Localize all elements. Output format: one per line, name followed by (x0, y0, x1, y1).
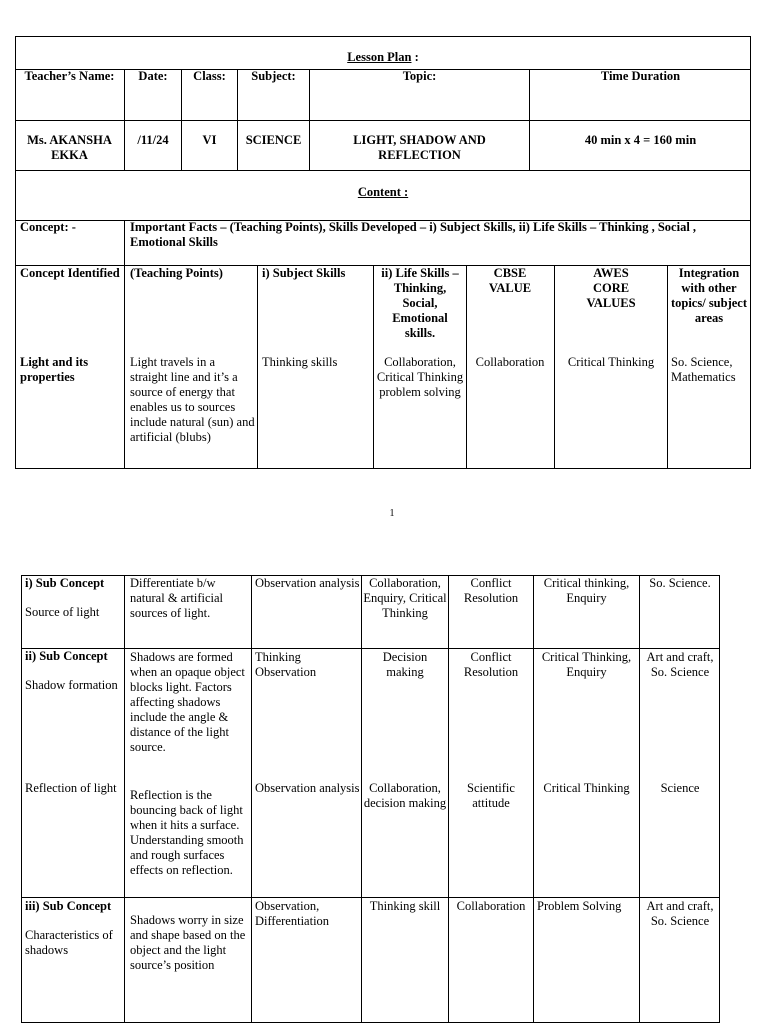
divider (529, 69, 530, 170)
col-awes-core-values: AWES CORE VALUES (586, 266, 636, 310)
sub-concept-heading: iii) Sub Concept (25, 899, 112, 913)
divider (533, 575, 534, 1023)
date-value: /11/24 (137, 133, 169, 147)
integration-cell: Art and craft, So. Science (646, 899, 714, 928)
sub-concept-heading: ii) Sub Concept (25, 649, 108, 663)
integration-cell: Science (660, 781, 700, 795)
title-colon: : (411, 50, 419, 64)
sub-concept-name: Reflection of light (25, 781, 117, 795)
date-header: Date: (138, 69, 168, 83)
topic-value: LIGHT, SHADOW AND REFLECTION (353, 133, 486, 162)
cbse-value-cell: Collaboration (456, 899, 526, 913)
divider (237, 69, 238, 170)
subject-skills-cell: Observation, Differentiation (255, 899, 330, 928)
content-label: Content : (357, 185, 409, 199)
awes-value-cell: Critical Thinking (543, 781, 630, 795)
divider (251, 575, 252, 1023)
divider (124, 69, 125, 170)
page-number: 1 (389, 508, 395, 519)
divider (21, 897, 720, 898)
teacher-name-value: Ms. AKANSHA EKKA (27, 133, 112, 162)
class-value: VI (202, 133, 217, 147)
divider (124, 575, 125, 1023)
subject-skills-cell: Observation analysis (255, 576, 360, 590)
awes-value-value: Critical Thinking (567, 355, 655, 369)
concept-label: Concept: - (20, 220, 76, 234)
awes-value-cell: Critical thinking, Enquiry (543, 576, 630, 605)
awes-value-cell: Problem Solving (537, 899, 622, 913)
subject-skills-cell: Observation analysis (255, 781, 360, 795)
sub-concept-heading: i) Sub Concept (25, 576, 105, 590)
subject-value: SCIENCE (245, 133, 302, 147)
cbse-value-cell: Conflict Resolution (463, 576, 519, 605)
teaching-points-cell: Reflection is the bouncing back of light when it hits a surface. Understanding smooth and rough surfaces effects on reflection. (130, 788, 244, 877)
teaching-points-cell: Shadows worry in size and shape based on the object and the light source’s position (130, 913, 246, 972)
life-skills-cell: Collaboration, Enquiry, Critical Thinking (363, 576, 447, 620)
col-cbse-value: CBSE VALUE (488, 266, 532, 295)
page-title (15, 50, 751, 65)
subject-header: Subject: (251, 69, 296, 83)
life-skills-value: Collaboration, Critical Thinking problem solving (376, 355, 464, 399)
subject-skills-cell: Thinking Observation (255, 650, 317, 679)
col-teaching-points: (Teaching Points) (130, 266, 223, 280)
subject-skills-value: Thinking skills (262, 355, 338, 369)
table-border (15, 36, 751, 469)
divider (667, 265, 668, 469)
teaching-points-value: Light travels in a straight line and it’s a source of energy that enables us to sources include natural (sun) and artificial (blubs) (130, 355, 255, 444)
topic-header: Topic: (402, 69, 437, 83)
divider (361, 575, 362, 1023)
col-integration: Integration with other topics/ subject areas (670, 266, 748, 325)
divider (373, 265, 374, 469)
sub-concept-name: Characteristics of shadows (25, 928, 113, 957)
integration-cell: So. Science. (649, 576, 711, 590)
divider (15, 170, 751, 171)
concept-description: Important Facts – (Teaching Points), Skills Developed – i) Subject Skills, ii) Life Skills – Thinking , Social , Emotional Skills (130, 220, 697, 249)
life-skills-cell: Collaboration, decision making (363, 781, 447, 810)
col-concept-identified: Concept Identified (20, 266, 120, 280)
cbse-value-cell: Scientific attitude (467, 781, 515, 810)
class-header: Class: (193, 69, 226, 83)
cbse-value-value: Collaboration (475, 355, 545, 369)
duration-value: 40 min x 4 = 160 min (584, 133, 697, 147)
divider (554, 265, 555, 469)
divider (448, 575, 449, 1023)
col-subject-skills: i) Subject Skills (262, 266, 346, 280)
integration-cell: Art and craft, So. Science (646, 650, 714, 679)
divider (466, 265, 467, 469)
awes-value-cell: Critical Thinking, Enquiry (541, 650, 632, 679)
sub-concept-name: Source of light (25, 605, 100, 619)
teacher-name-header: Teacher’s Name: (24, 69, 115, 83)
divider (309, 69, 310, 170)
divider (257, 265, 258, 469)
title-text: Lesson Plan (347, 50, 412, 64)
col-life-skills: ii) Life Skills –Thinking, Social, Emotional skills. (381, 266, 459, 340)
integration-value: So. Science, Mathematics (671, 355, 736, 384)
concept-identified-value: Light and its properties (20, 355, 89, 384)
divider (15, 120, 751, 121)
teaching-points-cell: Shadows are formed when an opaque object blocks light. Factors affecting shadows include the angle & distance of the light source. (130, 650, 245, 754)
divider (181, 69, 182, 170)
cbse-value-cell: Conflict Resolution (463, 650, 519, 679)
duration-header: Time Duration (600, 69, 681, 83)
sub-concept-name: Shadow formation (25, 678, 118, 692)
life-skills-cell: Thinking skill (369, 899, 441, 913)
divider (124, 220, 125, 469)
teaching-points-cell: Differentiate b/w natural & artificial sources of light. (130, 576, 224, 620)
life-skills-cell: Decision making (382, 650, 428, 679)
divider (639, 575, 640, 1023)
divider (21, 648, 720, 649)
